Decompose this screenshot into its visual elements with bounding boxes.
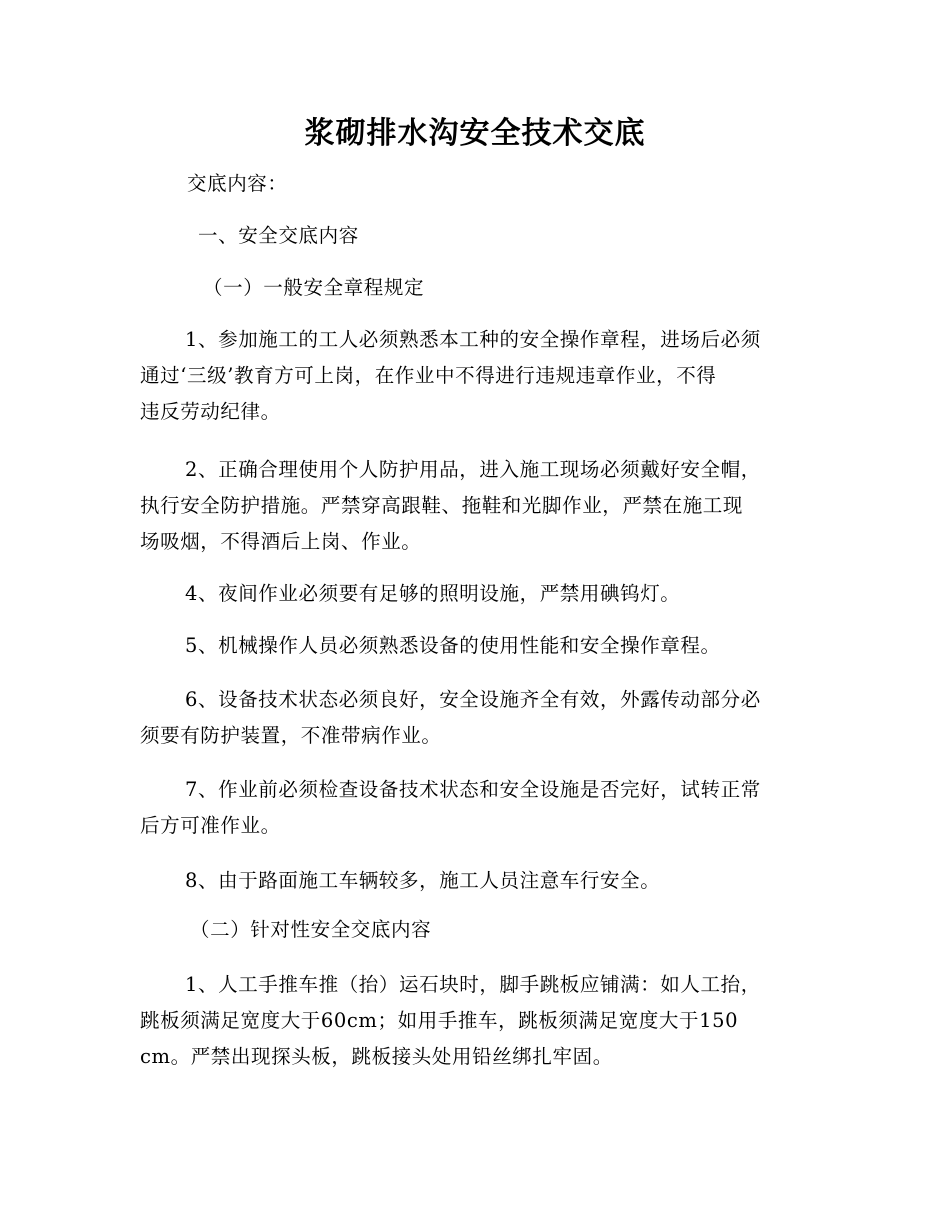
list-item <box>140 772 810 844</box>
paragraph-line: 执行安全防护措施。严禁穿高跟鞋、拖鞋和光脚作业，严禁在施工现 <box>140 494 744 517</box>
paragraph-line: 6、设备技术状态必须良好，安全设施齐全有效，外露传动部分必 <box>185 688 761 711</box>
paragraph-line: cm。严禁出现探头板，跳板接头处用铅丝绑扎牢固。 <box>140 1045 613 1068</box>
paragraph-line: 1、参加施工的工人必须熟悉本工种的安全操作章程，进场后必须 <box>185 328 761 351</box>
paragraph-line: 后方可准作业。 <box>140 814 281 837</box>
paragraph-line: 通过‘三级’教育方可上岗，在作业中不得进行违规违章作业，不得 <box>140 364 717 387</box>
paragraph-line: 2、正确合理使用个人防护用品，进入施工现场必须戴好安全帽， <box>185 458 761 481</box>
paragraph-line: 跳板须满足宽度大于60cm；如用手推车，跳板须满足宽度大于150 <box>140 1009 739 1032</box>
paragraph-line: 违反劳动纪律。 <box>140 400 281 423</box>
list-item <box>140 628 810 664</box>
paragraph-line: 须要有防护装置，不准带病作业。 <box>140 724 442 747</box>
list-item <box>140 576 810 612</box>
paragraph-line: 8、由于路面施工车辆较多，施工人员注意车行安全。 <box>185 869 661 892</box>
section-heading: 一、安全交底内容 <box>198 224 359 247</box>
subsection-heading: （二）针对性安全交底内容 <box>190 918 432 941</box>
paragraph-line: 7、作业前必须检查设备技术状态和安全设施是否完好，试转正常 <box>185 778 761 801</box>
paragraph-line: 4、夜间作业必须要有足够的照明设施，严禁用碘钨灯。 <box>185 582 681 605</box>
intro-label: 交底内容： <box>187 172 288 195</box>
subsection-heading: （一）一般安全章程规定 <box>203 276 425 299</box>
paragraph-line: 5、机械操作人员必须熟悉设备的使用性能和安全操作章程。 <box>185 634 721 657</box>
list-item <box>140 967 810 1075</box>
paragraph-line: 场吸烟，不得酒后上岗、作业。 <box>140 530 422 553</box>
paragraph-line: 1、人工手推车推（抬）运石块时，脚手跳板应铺满：如人工抬， <box>185 973 761 996</box>
list-item <box>140 322 810 430</box>
list-item <box>140 863 810 899</box>
list-item <box>140 682 810 754</box>
list-item <box>140 452 810 560</box>
document-title: 浆砌排水沟安全技术交底 <box>304 116 646 151</box>
